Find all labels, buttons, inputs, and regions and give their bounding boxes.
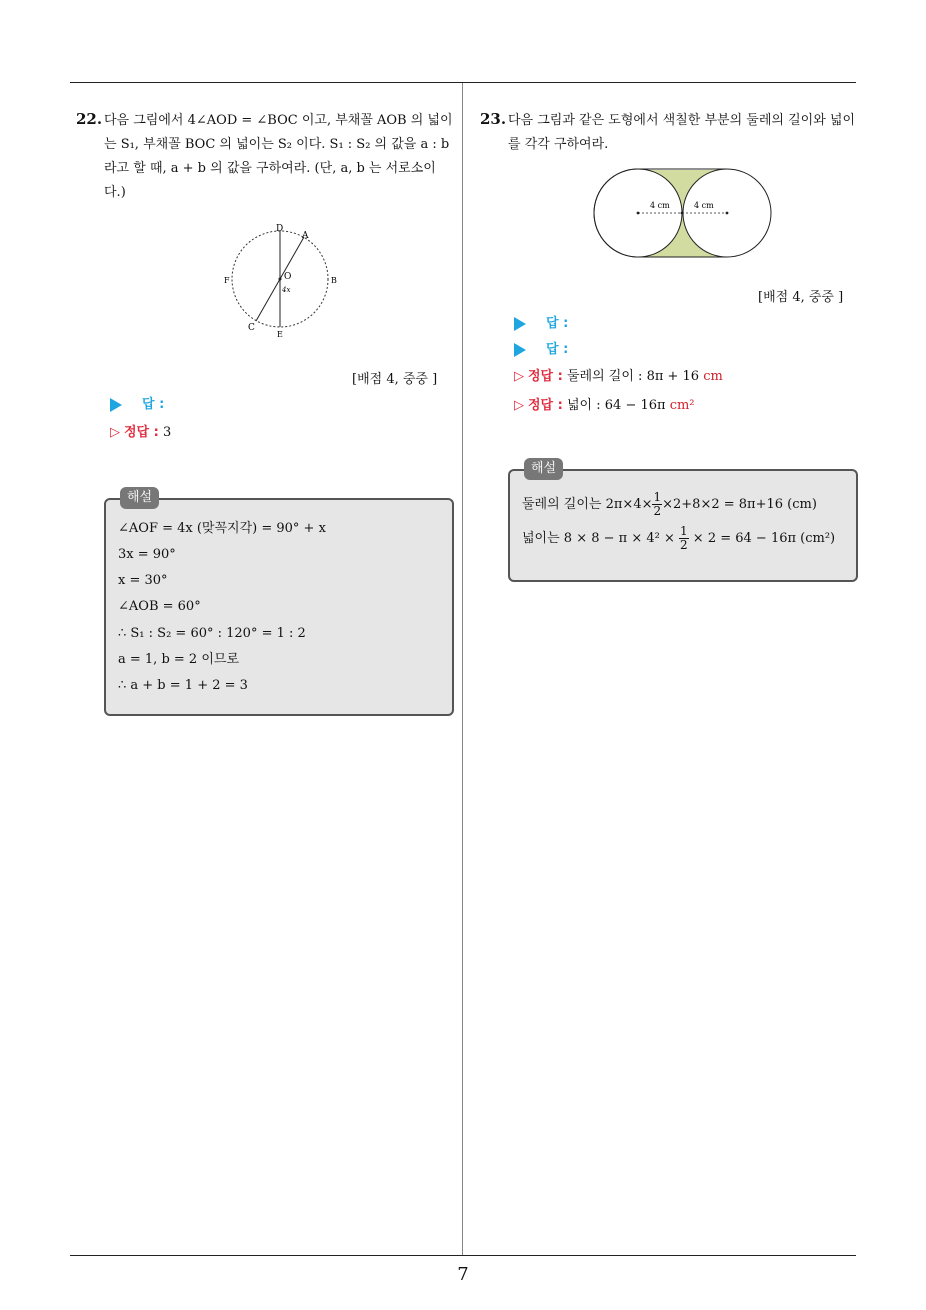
problem-23-correct-line-1 — [514, 365, 723, 389]
label-e: E — [277, 330, 283, 339]
correct-prefix: 둘레의 길이 : — [566, 369, 643, 384]
problem-22-correct-line — [110, 421, 171, 445]
problem-23-explanation-tag: 해설 — [524, 458, 563, 480]
bottom-rule — [70, 1255, 856, 1256]
problem-22-explanation-tag: 해설 — [120, 487, 159, 509]
correct-unit: cm — [703, 369, 723, 384]
explanation-suffix: × 2 = 64 − 16π (cm²) — [692, 531, 836, 546]
correct-label: 정답 : — [528, 369, 563, 384]
center-point — [279, 278, 282, 281]
correct-prefix: 넓이 : — [566, 398, 601, 413]
correct-label: 정답 : — [528, 398, 563, 413]
problem-22 — [76, 107, 456, 205]
problem-22-statement: 다음 그림에서 4∠AOD = ∠BOC 이고, 부채꼴 AOB 의 넓이는 S₁, 부채꼴 BOC 의 넓이는 S₂ 이다. S₁ : S₂ 의 값을 a : b 라고 할 때, a + b 의 값을 구하여라. (단, a, b 는 서로소이다.) — [104, 113, 453, 200]
right-center — [726, 212, 729, 215]
triangle-icon — [110, 398, 122, 412]
correct-unit: cm² — [669, 398, 695, 413]
explanation-line: a = 1, b = 2 이므로 — [118, 652, 239, 667]
answer-label: 답 : — [546, 316, 569, 331]
triangle-outline-icon: ▷ — [514, 369, 524, 384]
problem-23-statement: 다음 그림과 같은 도형에서 색칠한 부분의 둘레의 길이와 넓이를 각각 구하여라. — [508, 113, 856, 152]
problem-23-answer-line-1[interactable] — [514, 312, 568, 336]
fraction-numerator: 1 — [680, 524, 688, 538]
label-d: D — [276, 224, 284, 234]
label-b: B — [331, 276, 337, 285]
triangle-icon — [514, 317, 526, 331]
problem-23-explanation-box — [508, 469, 858, 582]
problem-23-correct-line-2 — [514, 394, 695, 418]
label-angle: 4x — [282, 286, 291, 294]
explanation-prefix: 넓이는 8 × 8 − π × 4² × — [522, 531, 675, 546]
explanation-prefix: 둘레의 길이는 2π×4× — [522, 497, 653, 512]
correct-label: 정답 : — [124, 425, 159, 440]
explanation-line: ∠AOF = 4x (맞꼭지각) = 90° + x — [118, 521, 326, 536]
label-right-length: 4 cm — [694, 201, 714, 210]
problem-22-answer-line[interactable] — [110, 393, 164, 417]
top-rule — [70, 82, 856, 83]
problem-22-score: [배점 4, 중중 ] — [352, 372, 438, 387]
correct-value: 64 − 16π — [604, 398, 666, 413]
triangle-icon — [514, 343, 526, 357]
fraction-denominator: 2 — [680, 538, 688, 552]
answer-label: 답 : — [546, 342, 569, 357]
problem-22-number: 22. — [76, 110, 103, 128]
label-a: A — [302, 231, 309, 241]
problem-22-text — [76, 107, 456, 205]
problem-23-score: [배점 4, 중중 ] — [758, 290, 844, 305]
explanation-line — [522, 491, 817, 518]
mid-point — [681, 212, 684, 215]
left-center — [637, 212, 640, 215]
problem-23-figure — [592, 168, 774, 260]
label-o: O — [284, 272, 292, 282]
explanation-line: x = 30° — [118, 573, 168, 588]
explanation-line: 3x = 90° — [118, 547, 176, 562]
problem-22-explanation-box — [104, 498, 454, 716]
column-divider — [462, 83, 463, 1255]
problem-23-answer-line-2[interactable] — [514, 338, 568, 362]
triangle-outline-icon: ▷ — [514, 398, 524, 413]
fraction — [652, 491, 662, 518]
problem-23 — [480, 107, 860, 157]
fraction-denominator: 2 — [653, 504, 662, 518]
correct-value: 3 — [162, 425, 172, 440]
label-c: C — [248, 323, 255, 333]
problem-22-figure — [220, 222, 345, 340]
answer-label: 답 : — [142, 397, 165, 412]
triangle-outline-icon: ▷ — [110, 425, 120, 440]
problem-23-number: 23. — [480, 110, 507, 128]
explanation-line: ∠AOB = 60° — [118, 599, 201, 614]
explanation-line: ∴ a + b = 1 + 2 = 3 — [118, 678, 248, 693]
explanation-line — [522, 525, 835, 552]
problem-23-text — [480, 107, 860, 157]
page-number: 7 — [457, 1264, 469, 1285]
label-left-length: 4 cm — [650, 201, 670, 210]
explanation-suffix: ×2+8×2 = 8π+16 (cm) — [662, 497, 817, 512]
label-f: F — [224, 276, 230, 285]
fraction — [679, 525, 689, 552]
explanation-line: ∴ S₁ : S₂ = 60° : 120° = 1 : 2 — [118, 626, 306, 641]
fraction-numerator: 1 — [653, 490, 662, 504]
correct-value: 8π + 16 — [646, 369, 700, 384]
